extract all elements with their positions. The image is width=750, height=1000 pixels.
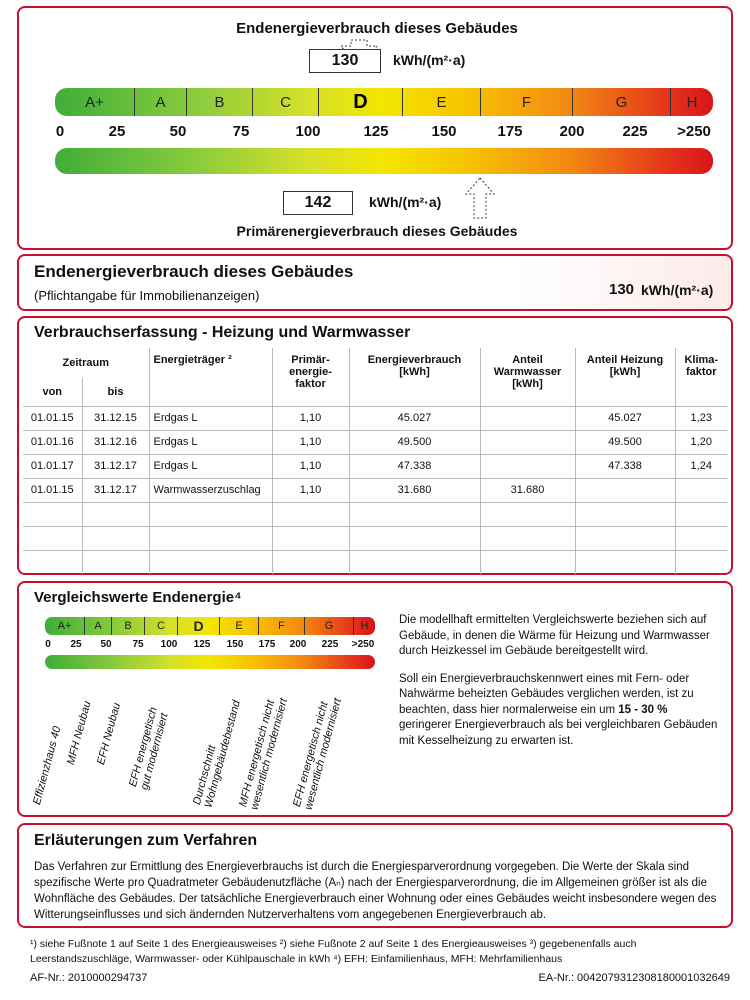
footnote-line-1: ¹) siehe Fußnote 1 auf Seite 1 des Energieausweises ²) siehe Fußnote 2 auf Seite 1 des Energieausweises ³) gegebenenfalls auch <box>30 938 637 950</box>
tick-label: 150 <box>431 123 457 140</box>
end-energy-title: Endenergieverbrauch dieses Gebäudes <box>236 20 518 37</box>
primary-energy-unit: kWh/(m²·a) <box>369 194 442 210</box>
col-header-traeger: Energieträger ² <box>149 348 272 406</box>
tick-label: 200 <box>559 123 585 140</box>
class-cell: E <box>220 617 259 635</box>
class-cell: A+ <box>45 617 85 635</box>
reference-label: EFH Neubau <box>95 701 124 767</box>
cell-von: 01.01.15 <box>23 478 82 502</box>
tick-label: 75 <box>132 639 144 650</box>
cell-von: 01.01.16 <box>23 430 82 454</box>
explanation-panel <box>17 823 733 928</box>
cell-warmwasser <box>480 454 575 478</box>
current-class-cell: D <box>178 617 220 635</box>
class-cell: F <box>259 617 305 635</box>
comparison-panel <box>17 581 733 817</box>
primary-energy-title: Primärenergieverbrauch dieses Gebäudes <box>236 223 518 239</box>
col-header-zeitraum: Zeitraum <box>62 357 109 369</box>
summary-panel <box>17 254 733 311</box>
cell-faktor: 1,10 <box>272 478 349 502</box>
class-cell: B <box>112 617 145 635</box>
class-cell: H <box>686 93 698 111</box>
class-cell: B <box>187 88 253 116</box>
end-energy-unit: kWh/(m²·a) <box>393 52 466 68</box>
primary-energy-pointer-icon <box>462 176 498 220</box>
cell-warmwasser: 31.680 <box>480 478 575 502</box>
class-cell: F <box>481 88 573 116</box>
reference-label: EFH energetisch gut modernisiert <box>127 705 171 792</box>
cell-klima: 1,23 <box>675 406 727 430</box>
tick-label: 100 <box>295 123 321 140</box>
scale-ticks <box>19 123 735 143</box>
tick-label: 0 <box>45 639 51 650</box>
comparison-gradient <box>45 655 375 669</box>
class-cell: A+ <box>55 88 135 116</box>
primary-energy-value: 142 <box>283 191 353 215</box>
cell-bis: 31.12.16 <box>82 430 149 454</box>
cell-bis: 31.12.15 <box>82 406 149 430</box>
ea-number: EA-Nr.: 0042079312308180001032649 <box>538 972 730 984</box>
cell-heizung <box>575 478 675 502</box>
col-header-verbrauch: Energieverbrauch [kWh] <box>349 348 480 406</box>
cell-heizung: 47.338 <box>575 454 675 478</box>
col-header-von: von <box>42 385 63 398</box>
cell-klima: 1,20 <box>675 430 727 454</box>
af-number: AF-Nr.: 2010000294737 <box>30 972 148 984</box>
cell-heizung: 45.027 <box>575 406 675 430</box>
class-cell: C <box>253 88 319 116</box>
reference-label: MFH energetisch nicht wesentlich modernisiert <box>237 697 290 812</box>
col-header-bis: bis <box>82 378 149 406</box>
col-header-faktor: Primär- energie- faktor <box>272 348 349 406</box>
tick-label: 0 <box>55 123 65 140</box>
tick-label: 50 <box>100 639 112 650</box>
energy-class-scale <box>55 88 713 116</box>
table-row-empty <box>23 550 727 574</box>
col-header-warmwasser: Anteil Warmwasser [kWh] <box>480 348 575 406</box>
reference-label: Effizienzhaus 40 <box>31 725 64 807</box>
cell-klima <box>675 478 727 502</box>
cell-traeger: Erdgas L <box>149 406 272 430</box>
tick-label: 150 <box>226 639 244 650</box>
tick-label: 175 <box>497 123 523 140</box>
cell-heizung: 49.500 <box>575 430 675 454</box>
class-cell: C <box>145 617 178 635</box>
cell-faktor: 1,10 <box>272 430 349 454</box>
class-cell: H <box>360 620 369 632</box>
comparison-title: Vergleichswerte Endenergie⁴ <box>34 589 242 606</box>
consumption-title: Verbrauchserfassung - Heizung und Warmwasser <box>34 324 411 341</box>
tick-label: 200 <box>289 639 307 650</box>
cell-traeger: Warmwasserzuschlag <box>149 478 272 502</box>
cell-verbrauch: 45.027 <box>349 406 480 430</box>
tick-label: 225 <box>622 123 648 140</box>
consumption-panel <box>17 316 733 575</box>
energy-scale-panel <box>17 6 733 250</box>
explanation-text: Das Verfahren zur Ermittlung des Energieverbrauchs ist durch die Energiesparverordnung vorgegeben. Die Werte der Skala sind spezifische Werte pro Quadratmeter Gebäudenutzfläche (Aₙ) nach der Energiesparverordnung, die im Allgemeinen größer ist als die Wohnfläche des Gebäudes. Der tatsächliche Energieverbrauch einer Wohnung oder eines Gebäudes weicht insbesondere wegen des Witterungseinflusses und sich ändernden Nutzerverhaltens vom angegebenen Energieverbrauch ab. <box>34 861 717 921</box>
tick-label: 225 <box>321 639 339 650</box>
tick-label: 75 <box>232 123 250 140</box>
class-cell: G <box>305 617 354 635</box>
cell-von: 01.01.15 <box>23 406 82 430</box>
comparison-ticks <box>19 639 399 653</box>
tick-label: 25 <box>108 123 126 140</box>
cell-bis: 31.12.17 <box>82 478 149 502</box>
cell-von: 01.01.17 <box>23 454 82 478</box>
cell-warmwasser <box>480 406 575 430</box>
tick-label: >250 <box>351 639 375 650</box>
cell-faktor: 1,10 <box>272 406 349 430</box>
table-row <box>23 430 727 454</box>
cell-traeger: Erdgas L <box>149 430 272 454</box>
class-cell: A <box>85 617 112 635</box>
reference-label: MFH Neubau <box>65 699 94 767</box>
class-cell: G <box>573 88 671 116</box>
cell-warmwasser <box>480 430 575 454</box>
col-header-heizung: Anteil Heizung [kWh] <box>575 348 675 406</box>
consumption-table <box>23 348 727 574</box>
tick-label: 125 <box>193 639 211 650</box>
class-cell: E <box>403 88 481 116</box>
tick-label: 175 <box>258 639 276 650</box>
tick-label: 100 <box>160 639 178 650</box>
tick-label: 25 <box>70 639 82 650</box>
comparison-text-1: Die modellhaft ermittelten Vergleichswerte beziehen sich auf Gebäude, in denen die Wärme für Heizung und Warmwasser durch Heizkessel im Gebäude bereitgestellt wird. <box>399 614 710 657</box>
summary-title: Endenergieverbrauch dieses Gebäudes <box>34 262 354 281</box>
reference-label: EFH energetisch nicht wesentlich modernisiert <box>291 697 344 812</box>
comparison-description <box>399 613 719 761</box>
table-row <box>23 406 727 430</box>
cell-verbrauch: 31.680 <box>349 478 480 502</box>
footnote-line-2: Leerstandszuschläge, Warmwasser- oder Kühlpauschale in kWh ⁴) EFH: Einfamilienhaus, MFH: Mehrfamilienhaus <box>30 953 563 965</box>
summary-subtitle: (Pflichtangabe für Immobilienanzeigen) <box>34 288 260 303</box>
cell-klima: 1,24 <box>675 454 727 478</box>
current-class-cell: D <box>319 88 403 116</box>
table-row <box>23 478 727 502</box>
class-cell: A <box>135 88 187 116</box>
summary-value: 130 <box>609 281 635 298</box>
table-row-empty <box>23 502 727 526</box>
tick-label: >250 <box>677 123 711 140</box>
comparison-text-2: Soll ein Energieverbrauchskennwert eines mit Fern- oder Nahwärme beheizten Gebäudes verglichen werden, ist zu beachten, dass hier normalerweise ein um 15 - 30 % geringerer Energieverbrauch als bei vergleichbaren Gebäuden mit Kesselheizung zu erwarten ist. <box>399 672 718 747</box>
col-header-klima: Klima- faktor <box>675 348 727 406</box>
table-row <box>23 454 727 478</box>
comparison-class-scale <box>45 617 375 635</box>
cell-verbrauch: 47.338 <box>349 454 480 478</box>
cell-traeger: Erdgas L <box>149 454 272 478</box>
reference-label: Durchschnitt Wohngebäudebestand <box>191 699 243 810</box>
primary-energy-gradient <box>55 148 713 174</box>
summary-unit: kWh/(m²·a) <box>641 282 714 298</box>
cell-faktor: 1,10 <box>272 454 349 478</box>
cell-verbrauch: 49.500 <box>349 430 480 454</box>
table-row-empty <box>23 526 727 550</box>
explanation-title: Erläuterungen zum Verfahren <box>34 832 258 849</box>
tick-label: 50 <box>169 123 187 140</box>
tick-label: 125 <box>363 123 389 140</box>
end-energy-value: 130 <box>309 49 381 73</box>
cell-bis: 31.12.17 <box>82 454 149 478</box>
